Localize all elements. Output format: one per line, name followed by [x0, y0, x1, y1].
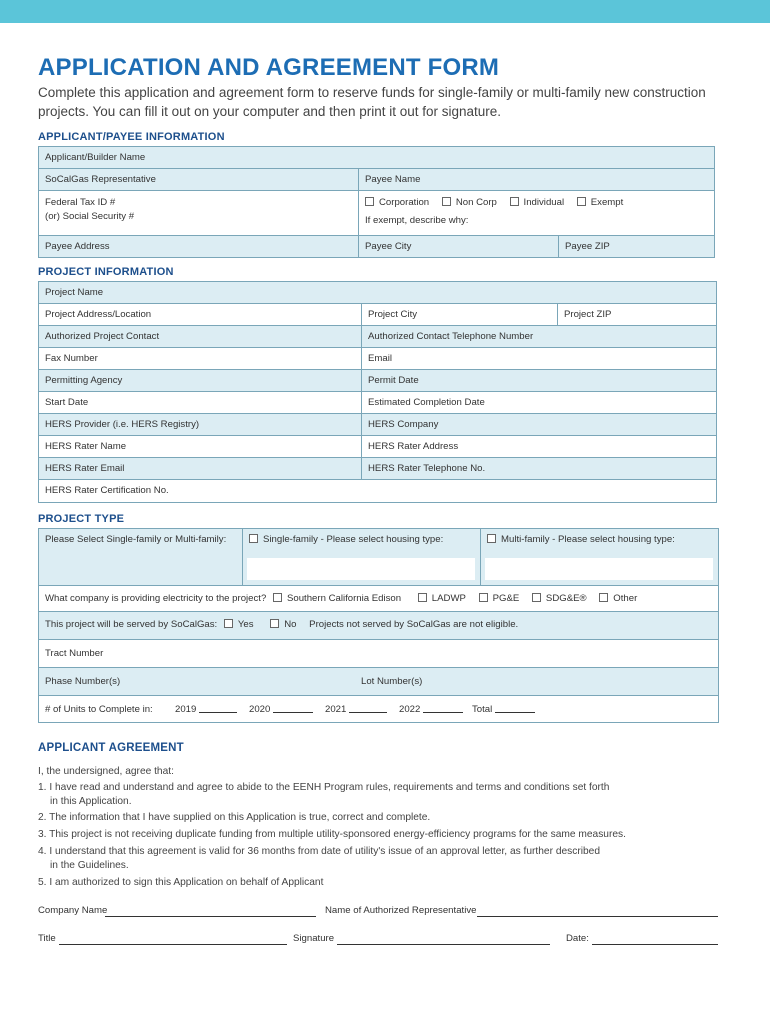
title-label: Title: [38, 933, 56, 944]
permit-date-label: Permit Date: [368, 375, 419, 386]
entity-option-exempt[interactable]: Exempt: [577, 196, 624, 210]
units-2020[interactable]: 2020: [249, 704, 313, 715]
not-eligible-note: Projects not served by SoCalGas are not eligible.: [309, 619, 519, 630]
electric-option-sce[interactable]: Southern California Edison: [273, 593, 401, 604]
socalgas-rep-field[interactable]: [39, 169, 359, 191]
exempt-describe-label: If exempt, describe why:: [365, 215, 469, 226]
company-name-line[interactable]: [105, 916, 316, 917]
date-line[interactable]: [592, 944, 718, 945]
units-row: [39, 696, 719, 723]
agreement-item-5: 5. I am authorized to sign this Application on behalf of Applicant: [38, 877, 324, 888]
electric-option-pge[interactable]: PG&E: [479, 593, 520, 604]
tract-number-label: Tract Number: [45, 648, 104, 659]
units-label: # of Units to Complete in:: [45, 704, 153, 715]
hers-rater-name-label: HERS Rater Name: [45, 441, 127, 452]
entity-option-corporation[interactable]: Corporation: [365, 196, 429, 210]
served-no-option[interactable]: No: [270, 619, 296, 630]
payee-address-label: Payee Address: [45, 241, 110, 252]
tract-number-field[interactable]: [39, 640, 719, 668]
type-select-cell: [39, 529, 243, 586]
fax-label: Fax Number: [45, 353, 98, 364]
checkbox-icon[interactable]: [249, 534, 258, 543]
hers-rater-address-field[interactable]: [362, 436, 717, 458]
email-field[interactable]: [362, 348, 717, 370]
project-contact-label: Authorized Project Contact: [45, 331, 160, 342]
payee-zip-label: Payee ZIP: [565, 241, 610, 252]
multi-family-option[interactable]: Multi-family - Please select housing type:: [487, 534, 675, 545]
rep-name-line[interactable]: [477, 916, 718, 917]
hers-rater-email-label: HERS Rater Email: [45, 463, 125, 474]
units-total[interactable]: Total: [472, 704, 535, 715]
section-heading-project: PROJECT INFORMATION: [38, 266, 174, 278]
intro-text: Complete this application and agreement form to reserve funds for single-family or multi-family new construction projects. You can fill it out on your computer and then print it out for signature.: [38, 85, 706, 119]
units-2022[interactable]: 2022: [399, 704, 463, 715]
checkbox-icon[interactable]: [273, 593, 282, 602]
checkbox-icon[interactable]: [532, 593, 541, 602]
payee-name-label: Payee Name: [365, 174, 421, 185]
checkbox-icon[interactable]: [224, 619, 233, 628]
start-date-label: Start Date: [45, 397, 89, 408]
units-2021[interactable]: 2021: [325, 704, 387, 715]
payee-zip-field[interactable]: [559, 236, 715, 258]
payee-address-field[interactable]: [39, 236, 359, 258]
signature-line[interactable]: [337, 944, 550, 945]
contact-phone-label: Authorized Contact Telephone Number: [368, 331, 534, 342]
completion-date-field[interactable]: [362, 392, 717, 414]
section-heading-agreement: APPLICANT AGREEMENT: [38, 742, 184, 754]
date-label: Date:: [566, 933, 589, 944]
tax-id-field[interactable]: [39, 191, 359, 236]
section-heading-project-type: PROJECT TYPE: [38, 513, 125, 525]
single-family-cell: [243, 529, 481, 586]
phase-lot-row[interactable]: [39, 668, 719, 696]
company-name-label: Company Name: [38, 905, 108, 916]
project-table: [38, 281, 717, 503]
served-yes-option[interactable]: Yes: [224, 619, 254, 630]
socalgas-served-question: This project will be served by SoCalGas:: [45, 619, 218, 630]
project-address-field[interactable]: [39, 304, 362, 326]
project-type-table: [38, 528, 719, 723]
agreement-item-1-cont: in this Application.: [50, 796, 132, 807]
agreement-item-4: 4. I understand that this agreement is valid for 36 months from date of utility's issue of an approval letter, as further described: [38, 846, 600, 857]
title-line[interactable]: [59, 944, 287, 945]
email-label: Email: [368, 353, 392, 364]
socalgas-rep-label: SoCalGas Representative: [45, 174, 156, 185]
signature-label: Signature: [293, 933, 335, 944]
hers-cert-label: HERS Rater Certification No.: [45, 485, 169, 496]
hers-provider-field[interactable]: [39, 414, 362, 436]
agreement-item-1: 1. I have read and understand and agree to abide to the EENH Program rules, requirements and terms and conditions set forth: [38, 782, 610, 793]
checkbox-icon[interactable]: [479, 593, 488, 602]
project-contact-field[interactable]: [39, 326, 362, 348]
payee-name-field[interactable]: [359, 169, 715, 191]
hers-company-field[interactable]: [362, 414, 717, 436]
hers-rater-address-label: HERS Rater Address: [368, 441, 459, 452]
completion-date-label: Estimated Completion Date: [368, 397, 485, 408]
project-city-label: Project City: [368, 309, 418, 320]
project-name-label: Project Name: [45, 287, 104, 298]
start-date-field[interactable]: [39, 392, 362, 414]
lot-number-label: Lot Number(s): [361, 676, 423, 687]
checkbox-icon[interactable]: [418, 593, 427, 602]
ssn-label: (or) Social Security #: [45, 211, 135, 222]
project-address-label: Project Address/Location: [45, 309, 152, 320]
units-2019[interactable]: 2019: [175, 704, 237, 715]
electricity-provider-row: [39, 586, 719, 612]
hers-rater-phone-label: HERS Rater Telephone No.: [368, 463, 486, 474]
project-zip-label: Project ZIP: [564, 309, 612, 320]
entity-option-non-corp[interactable]: Non Corp: [442, 196, 497, 210]
multi-family-cell: [481, 529, 719, 586]
hers-provider-label: HERS Provider (i.e. HERS Registry): [45, 419, 200, 430]
checkbox-icon[interactable]: [510, 197, 519, 206]
checkbox-icon[interactable]: [365, 197, 374, 206]
permit-date-field[interactable]: [362, 370, 717, 392]
builder-name-field[interactable]: [39, 147, 715, 169]
hers-rater-name-field[interactable]: [39, 436, 362, 458]
fax-field[interactable]: [39, 348, 362, 370]
agreement-item-2: 2. The information that I have supplied on this Application is true, correct and complete.: [38, 812, 431, 823]
applicant-table: [38, 146, 715, 258]
entity-option-individual[interactable]: Individual: [510, 196, 565, 210]
checkbox-icon[interactable]: [487, 534, 496, 543]
contact-phone-field[interactable]: [362, 326, 717, 348]
checkbox-icon[interactable]: [442, 197, 451, 206]
project-name-field[interactable]: [39, 282, 717, 304]
phase-number-label: Phase Number(s): [45, 676, 121, 687]
socalgas-served-row: [39, 612, 719, 640]
single-family-housing-input[interactable]: [247, 558, 475, 580]
payee-city-field[interactable]: [359, 236, 559, 258]
rep-name-label: Name of Authorized Representative: [325, 905, 477, 916]
page-title: APPLICATION AND AGREEMENT FORM: [38, 54, 500, 81]
electric-option-ladwp[interactable]: LADWP: [418, 593, 466, 604]
hers-company-label: HERS Company: [368, 419, 439, 430]
builder-name-label: Applicant/Builder Name: [45, 152, 146, 163]
permitting-agency-field[interactable]: [39, 370, 362, 392]
payee-city-label: Payee City: [365, 241, 412, 252]
permitting-agency-label: Permitting Agency: [45, 375, 123, 386]
multi-family-housing-input[interactable]: [485, 558, 713, 580]
entity-type-cell: [359, 191, 715, 236]
single-family-option[interactable]: Single-family - Please select housing type:: [249, 534, 443, 545]
section-heading-applicant: APPLICANT/PAYEE INFORMATION: [38, 131, 225, 143]
tax-id-label: Federal Tax ID #: [45, 197, 116, 208]
electric-option-other[interactable]: Other: [599, 593, 637, 604]
hers-rater-phone-field[interactable]: [362, 458, 717, 480]
type-select-label: Please Select Single-family or Multi-family:: [45, 534, 227, 545]
electric-option-sdge[interactable]: SDG&E®: [532, 593, 587, 604]
hers-rater-email-field[interactable]: [39, 458, 362, 480]
agreement-intro: I, the undersigned, agree that:: [38, 766, 174, 777]
project-city-field[interactable]: [362, 304, 558, 326]
checkbox-icon[interactable]: [270, 619, 279, 628]
electricity-question: What company is providing electricity to the project?: [45, 593, 267, 604]
checkbox-icon[interactable]: [577, 197, 586, 206]
project-zip-field[interactable]: [558, 304, 717, 326]
agreement-item-4-cont: in the Guidelines.: [50, 860, 129, 871]
hers-cert-field[interactable]: [39, 480, 717, 503]
top-accent-bar: [0, 0, 770, 23]
checkbox-icon[interactable]: [599, 593, 608, 602]
agreement-item-3: 3. This project is not receiving duplicate funding from multiple utility-sponsored energy-efficiency programs for the same measures.: [38, 829, 626, 840]
